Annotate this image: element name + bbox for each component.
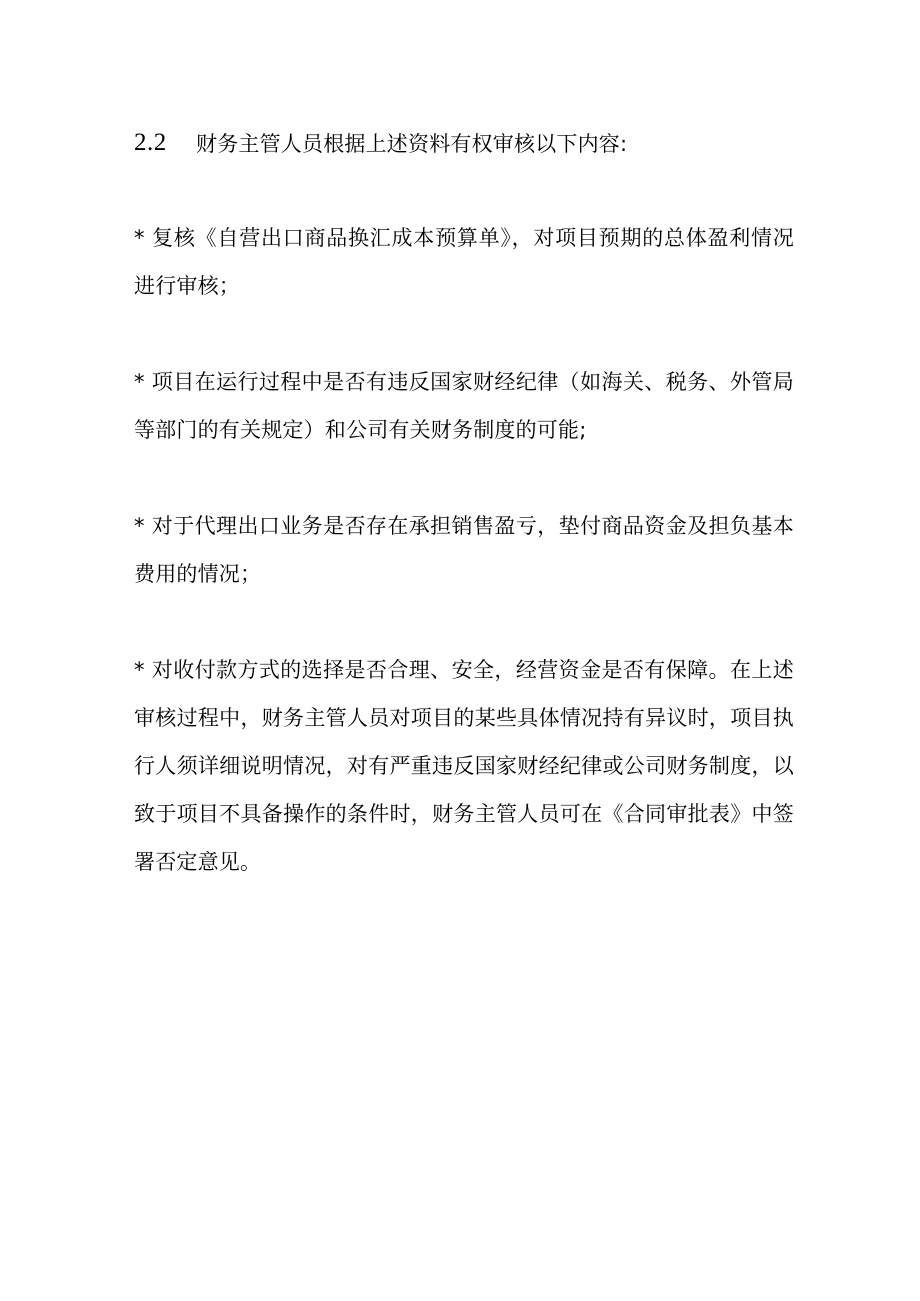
section-title: 财务主管人员根据上述资料有权审核以下内容: xyxy=(196,132,628,156)
section-number: 2.2 xyxy=(134,129,167,156)
paragraph-payment-method: * 对收付款方式的选择是否合理、安全，经营资金是否有保障。在上述审核过程中，财务主管人员对项目的某些具体情况持有异议时，项目执行人须详细说明情况，对有严重违反国家财经纪律或公司财务制度，以致于项目不具备操作的条件时，财务主管人员可在《合同审批表》中签署否定意见。 xyxy=(134,658,794,874)
paragraph-compliance-check: * 项目在运行过程中是否有违反国家财经纪律（如海关、税务、外管局等部门的有关规定）和公司有关财务制度的可能; xyxy=(134,370,794,442)
paragraph-agency-export: * 对于代理出口业务是否存在承担销售盈亏，垫付商品资金及担负基本费用的情况； xyxy=(134,514,794,586)
section-heading xyxy=(134,123,794,163)
paragraph-review-cost-budget: * 复核《自营出口商品换汇成本预算单》，对项目预期的总体盈利情况进行审核； xyxy=(134,226,794,298)
